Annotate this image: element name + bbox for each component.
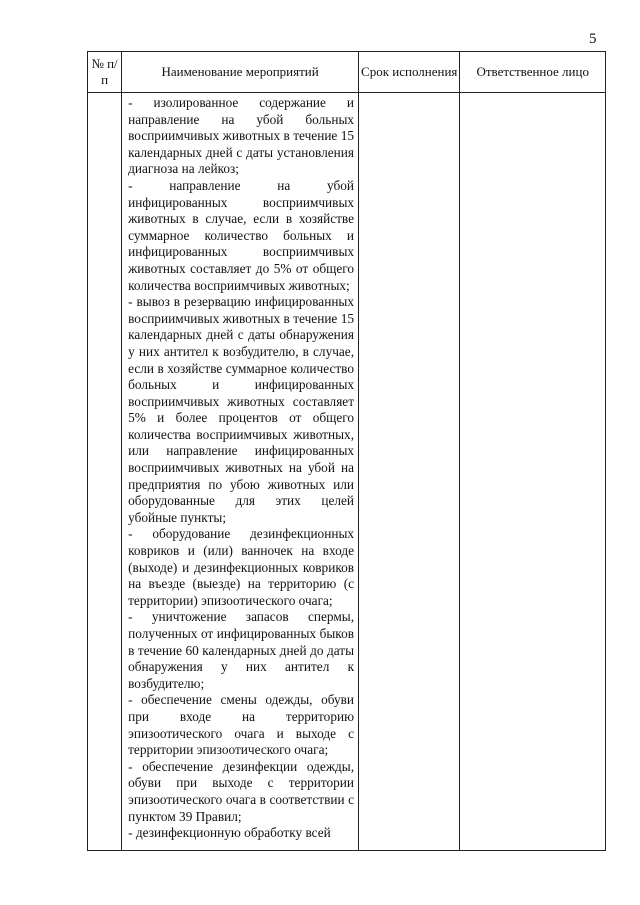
header-responsible: Ответственное лицо (460, 52, 606, 93)
measure-item: - вывоз в резервацию инфицированных восприимчивых животных в течение 15 календарных дней с даты обнаружения у них антител к возбудителю, в случае, если в хозяйстве суммарное количество больных и инфицированных восприимчивых животных составляет 5% и более процентов от общего количества восприимчивых животных, или направление инфицированных восприимчивых животных на убой на предприятия по убою животных или оборудованные для этих целей убойные пункты; (128, 294, 355, 525)
cell-deadline (359, 93, 460, 851)
cell-measures (122, 93, 359, 851)
table-row (88, 93, 606, 851)
table-header-row (88, 52, 606, 93)
measure-item: - направление на убой инфицированных восприимчивых животных в случае, если в хозяйстве суммарное количество больных и инфицированных восприимчивых животных составляет до 5% от общего количества восприимчивых животных; (128, 177, 355, 293)
header-number: № п/п (88, 52, 122, 93)
measure-item: - дезинфекционную обработку всей (128, 825, 331, 841)
measure-item: - оборудование дезинфекционных ковриков и (или) ванночек на входе (выходе) и дезинфекционных ковриков на въезде (выезде) на территорию (с территории) эпизоотического очага; (128, 526, 355, 608)
cell-responsible (460, 93, 606, 851)
measure-item: - изолированное содержание и направление на убой больных восприимчивых животных в течение 15 календарных дней с даты установления диагноза на лейкоз; (128, 95, 355, 177)
header-deadline: Срок исполнения (359, 52, 460, 93)
cell-number (88, 93, 122, 851)
measure-item: - обеспечение дезинфекции одежды, обуви при выходе с территории эпизоотического очага в соответствии с пунктом 39 Правил; (128, 758, 355, 824)
measure-item: - обеспечение смены одежды, обуви при входе на территорию эпизоотического очага и выходе с территории эпизоотического очага; (128, 692, 355, 758)
measures-table (87, 51, 606, 851)
measure-item: - уничтожение запасов спермы, полученных от инфицированных быков в течение 60 календарных дней до даты обнаружения у них антител к возбудителю; (128, 609, 355, 691)
page-number: 5 (589, 31, 597, 47)
header-measures: Наименование мероприятий (122, 52, 359, 93)
